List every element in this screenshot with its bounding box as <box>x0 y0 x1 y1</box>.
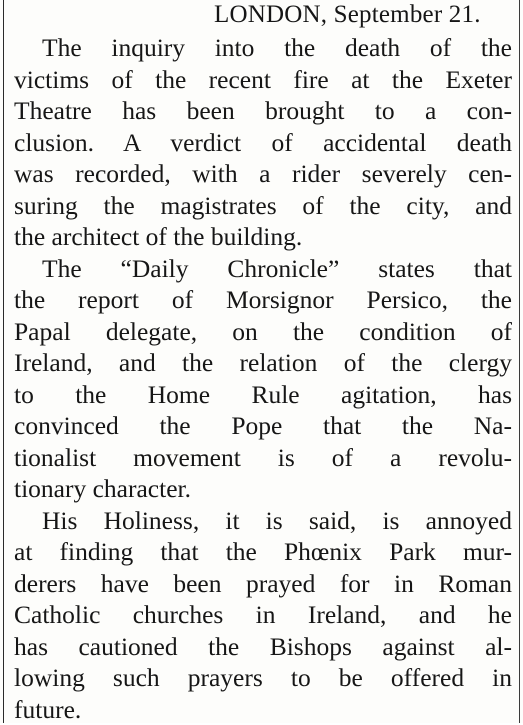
article-line: was recorded, with a rider severely cen- <box>14 158 512 190</box>
article-line: Theatre has been brought to a con- <box>14 95 512 127</box>
article-line: derers have been prayed for in Roman <box>14 568 512 600</box>
dateline: LONDON, September 21. <box>14 0 512 32</box>
article-line: His Holiness, it is said, is annoyed <box>14 505 512 537</box>
article-line: Catholic churches in Ireland, and he <box>14 599 512 631</box>
article-line: victims of the recent fire at the Exeter <box>14 64 512 96</box>
paragraph-1 <box>14 32 512 253</box>
article-line: tionalist movement is of a revolu- <box>14 442 512 474</box>
article-line: to the Home Rule agitation, has <box>14 379 512 411</box>
article-line: has cautioned the Bishops against al- <box>14 631 512 663</box>
paragraph-2 <box>14 253 512 505</box>
article-line: Ireland, and the relation of the clergy <box>14 347 512 379</box>
article-line: lowing such prayers to be offered in <box>14 662 512 694</box>
article-line: clusion. A verdict of accidental death <box>14 127 512 159</box>
article-line: suring the magistrates of the city, and <box>14 190 512 222</box>
article-line: the report of Morsignor Persico, the <box>14 284 512 316</box>
paragraph-3 <box>14 505 512 725</box>
article-line: The “Daily Chronicle” states that <box>14 253 512 285</box>
article-line: Papal delegate, on the condition of <box>14 316 512 348</box>
article-line: tionary character. <box>14 473 512 505</box>
column-rule-right <box>519 0 520 723</box>
article-line: at finding that the Phœnix Park mur- <box>14 536 512 568</box>
article-column <box>14 0 512 725</box>
article-line: convinced the Pope that the Na- <box>14 410 512 442</box>
article-line: the architect of the building. <box>14 221 512 253</box>
article-line: future. <box>14 694 512 725</box>
column-rule-left <box>3 0 4 723</box>
article-line: The inquiry into the death of the <box>14 32 512 64</box>
